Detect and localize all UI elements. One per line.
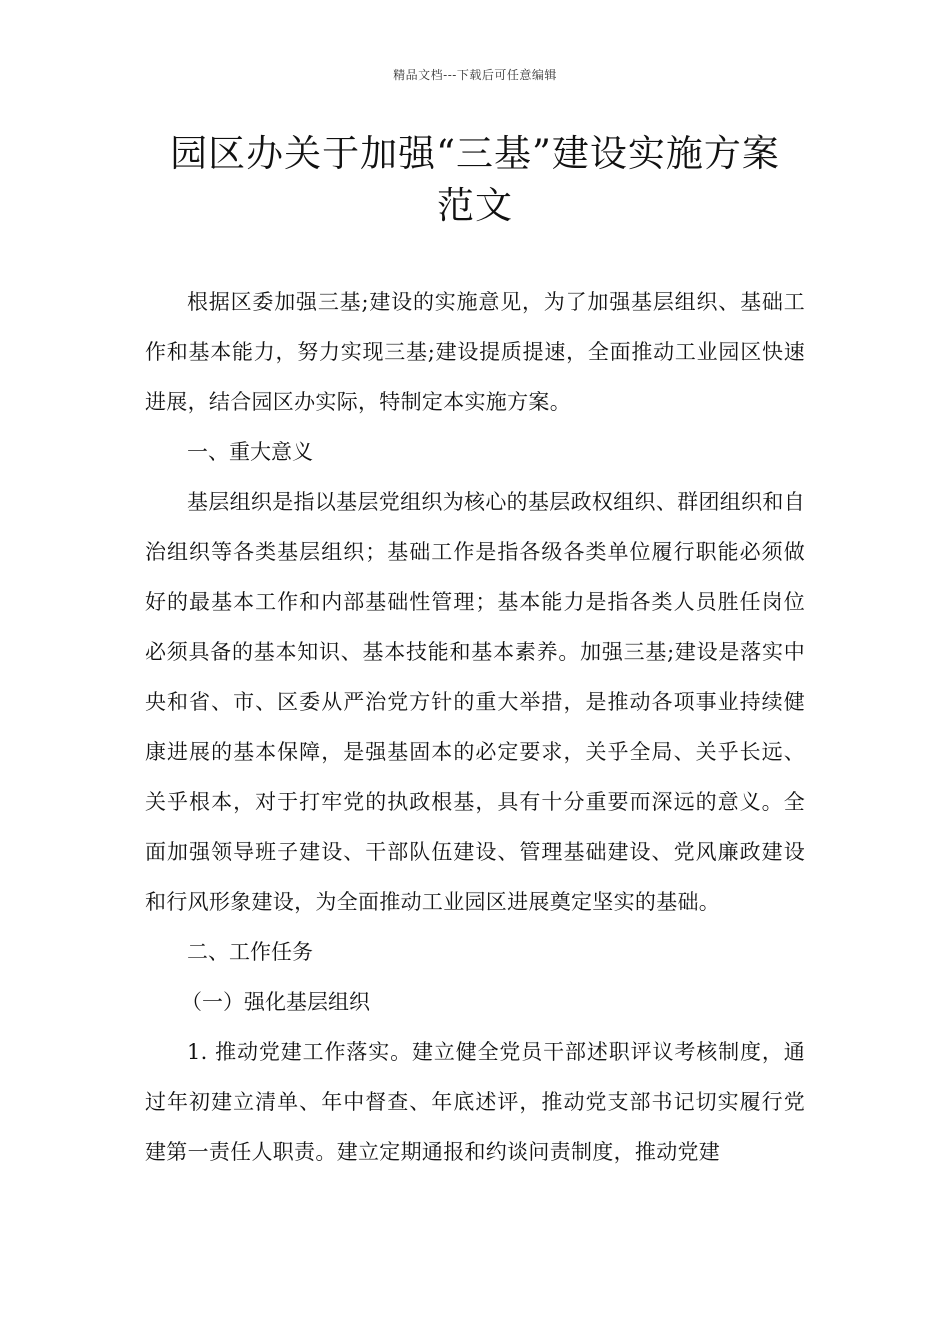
section-heading-1: 一、重大意义 <box>187 440 313 464</box>
document-title <box>100 128 850 232</box>
title-line-1: 园区办关于加强“三基”建设实施方案 <box>170 132 780 175</box>
section-heading-2: 二、工作任务 <box>187 940 313 964</box>
subsection-heading-1: （一）强化基层组织 <box>181 990 370 1014</box>
title-line-2: 范文 <box>437 184 513 227</box>
header-note: 精品文档---下载后可任意编辑 <box>393 68 557 82</box>
intro-paragraph: 根据区委加强三基;建设的实施意见，为了加强基层组织、基础工作和基本能力，努力实现三基;建设提质提速，全面推动工业园区快速进展，结合园区办实际，特制定本实施方案。 <box>145 290 805 414</box>
item-1-paragraph: 1. 推动党建工作落实。建立健全党员干部述职评议考核制度，通过年初建立清单、年中督查、年底述评，推动党支部书记切实履行党建第一责任人职责。建立定期通报和约谈问责制度，推动党建 <box>145 1040 805 1164</box>
document-body <box>145 277 805 1177</box>
section-1-paragraph: 基层组织是指以基层党组织为核心的基层政权组织、群团组织和自治组织等各类基层组织；基础工作是指各级各类单位履行职能必须做好的最基本工作和内部基础性管理；基本能力是指各类人员胜任岗位必须具备的基本知识、基本技能和基本素养。加强三基;建设是落实中央和省、市、区委从严治党方针的重大举措，是推动各项事业持续健康进展的基本保障，是强基固本的必定要求，关乎全局、关乎长远、关乎根本，对于打牢党的执政根基，具有十分重要而深远的意义。全面加强领导班子建设、干部队伍建设、管理基础建设、党风廉政建设和行风形象建设，为全面推动工业园区进展奠定坚实的基础。 <box>145 490 805 914</box>
